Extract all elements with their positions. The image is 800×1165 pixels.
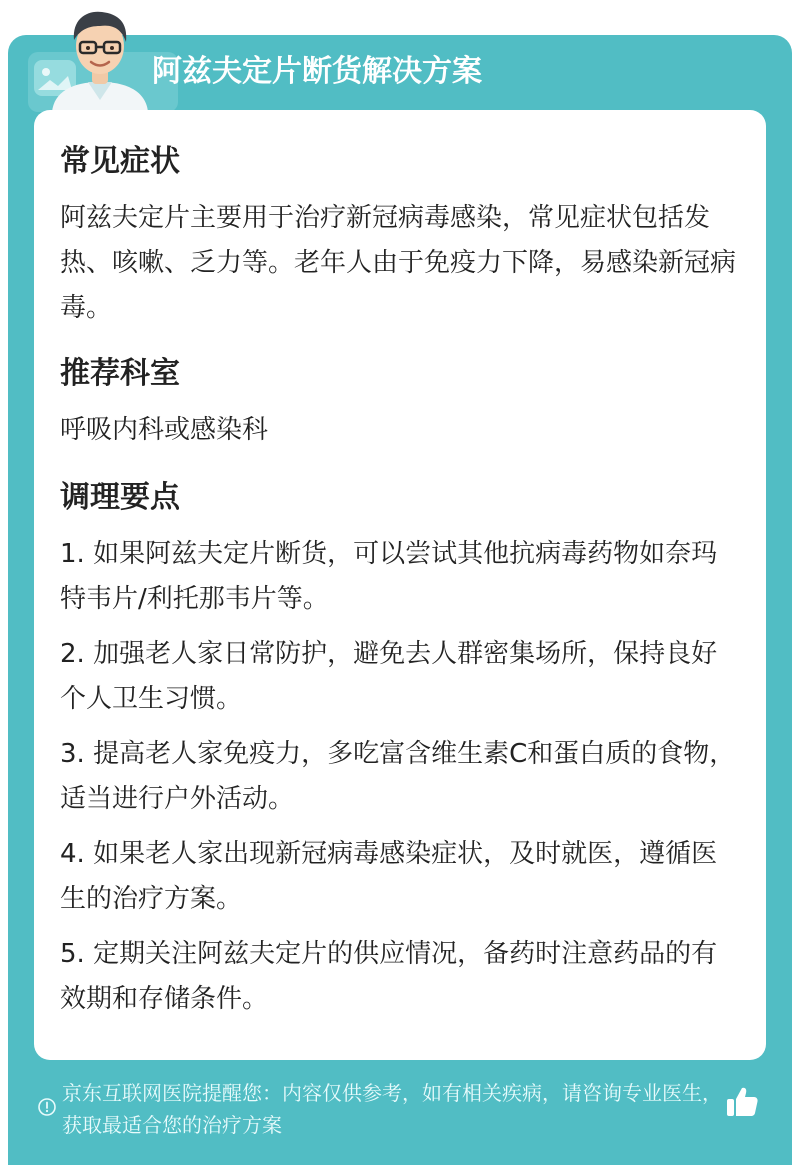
page-title: 阿兹夫定片断货解决方案 bbox=[152, 54, 482, 89]
care-tip-5: 5. 定期关注阿兹夫定片的供应情况，备药时注意药品的有效期和存储条件。 bbox=[60, 939, 718, 1014]
footer-disclaimer: 京东互联网医院提醒您：内容仅供参考，如有相关疾病，请咨询专业医生，获取最适合您的治疗方案 bbox=[62, 1081, 722, 1137]
info-icon bbox=[37, 1097, 57, 1117]
section-title-care-tips: 调理要点 bbox=[60, 480, 180, 515]
content-card bbox=[34, 110, 766, 1060]
section-title-symptoms: 常见症状 bbox=[60, 144, 180, 179]
care-tip-2: 2. 加强老人家日常防护，避免去人群密集场所，保持良好个人卫生习惯。 bbox=[60, 639, 718, 714]
thumbs-up-icon[interactable] bbox=[724, 1084, 760, 1120]
section-title-department: 推荐科室 bbox=[60, 356, 180, 391]
department-paragraph: 呼吸内科或感染科 bbox=[60, 415, 269, 445]
doctor-avatar bbox=[42, 6, 158, 112]
care-tip-1: 1. 如果阿兹夫定片断货，可以尝试其他抗病毒药物如奈玛特韦片/利托那韦片等。 bbox=[60, 539, 718, 614]
care-tip-3: 3. 提高老人家免疫力，多吃富含维生素C和蛋白质的食物，适当进行户外活动。 bbox=[60, 739, 736, 814]
care-tip-4: 4. 如果老人家出现新冠病毒感染症状，及时就医，遵循医生的治疗方案。 bbox=[60, 839, 718, 914]
symptoms-paragraph: 阿兹夫定片主要用于治疗新冠病毒感染，常见症状包括发热、咳嗽、乏力等。老年人由于免疫力下降，易感染新冠病毒。 bbox=[60, 203, 737, 323]
